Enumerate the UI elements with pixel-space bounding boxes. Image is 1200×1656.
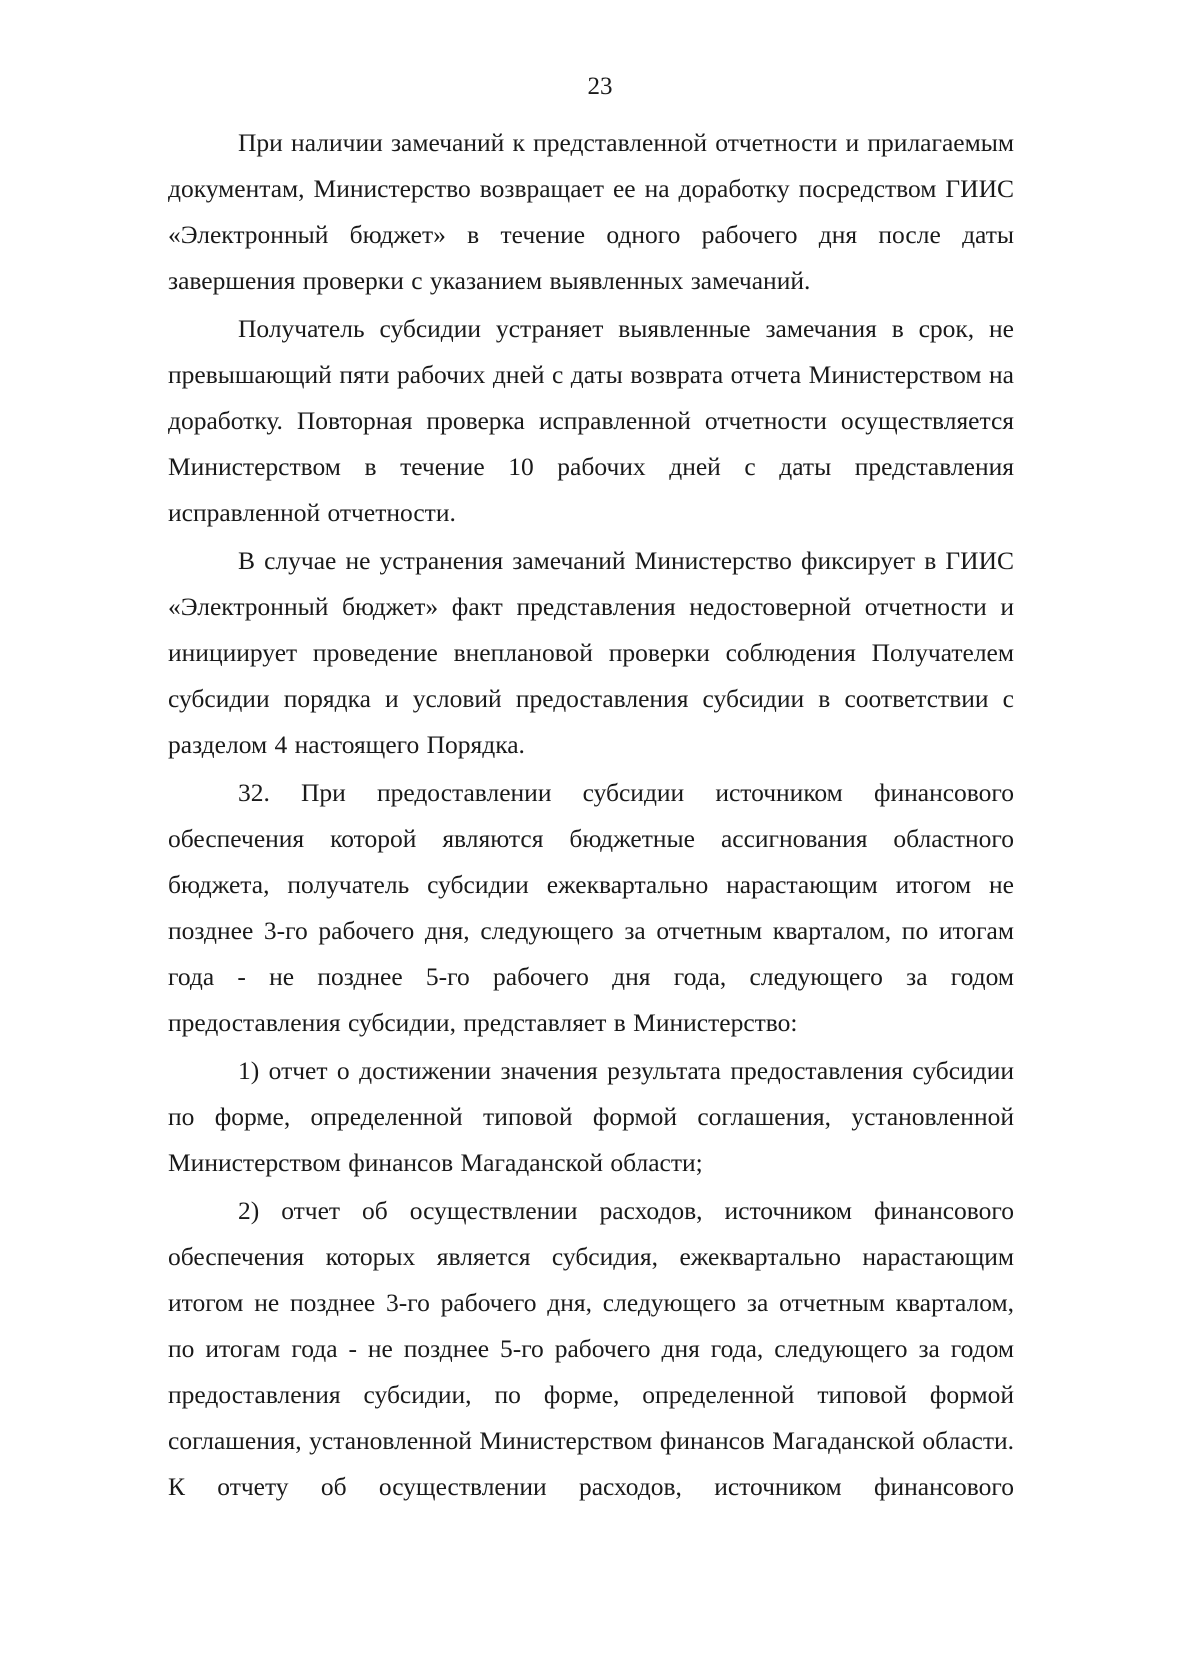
paragraph-clause-32: 32. При предоставлении субсидии источником финансового обеспечения которой являются бюджетные ассигнования областного бюджета, получатель субсидии ежеквартально нарастающим итогом не позднее 3-го рабочего дня, следующего за отчетным кварталом, по итогам года - не позднее 5-го рабочего дня года, следующего за годом предоставления субсидии, представляет в Министерство: [168,778,1014,1037]
document-body [168,120,1014,1512]
paragraph-remarks-return: При наличии замечаний к представленной отчетности и прилагаемым документам, Министерство возвращает ее на доработку посредством ГИИС «Электронный бюджет» в течение одного рабочего дня после даты завершения проверки с указанием выявленных замечаний. [168,128,1014,295]
paragraph-remarks-correction: Получатель субсидии устраняет выявленные замечания в срок, не превышающий пяти рабочих дней с даты возврата отчета Министерством на доработку. Повторная проверка исправленной отчетности осуществляется Министерством в течение 10 рабочих дней с даты представления исправленной отчетности. [168,314,1014,527]
paragraph-unresolved-remarks: В случае не устранения замечаний Министерство фиксирует в ГИИС «Электронный бюджет» факт представления недостоверной отчетности и инициирует проведение внеплановой проверки соблюдения Получателем субсидии порядка и условий предоставления субсидии в соответствии с разделом 4 настоящего Порядка. [168,546,1014,759]
page-number: 23 [587,73,613,100]
paragraph-item-1: 1) отчет о достижении значения результата предоставления субсидии по форме, определенной типовой формой соглашения, установленной Министерством финансов Магаданской области; [168,1056,1014,1177]
paragraph-item-2: 2) отчет об осуществлении расходов, источником финансового обеспечения которых является субсидия, ежеквартально нарастающим итогом не позднее 3-го рабочего дня, следующего за отчетным кварталом, по итогам года - не позднее 5-го рабочего дня года, следующего за годом предоставления субсидии, по форме, определенной типовой формой соглашения, установленной Министерством финансов Магаданской области. К отчету об осуществлении расходов, источником финансового [168,1196,1014,1501]
